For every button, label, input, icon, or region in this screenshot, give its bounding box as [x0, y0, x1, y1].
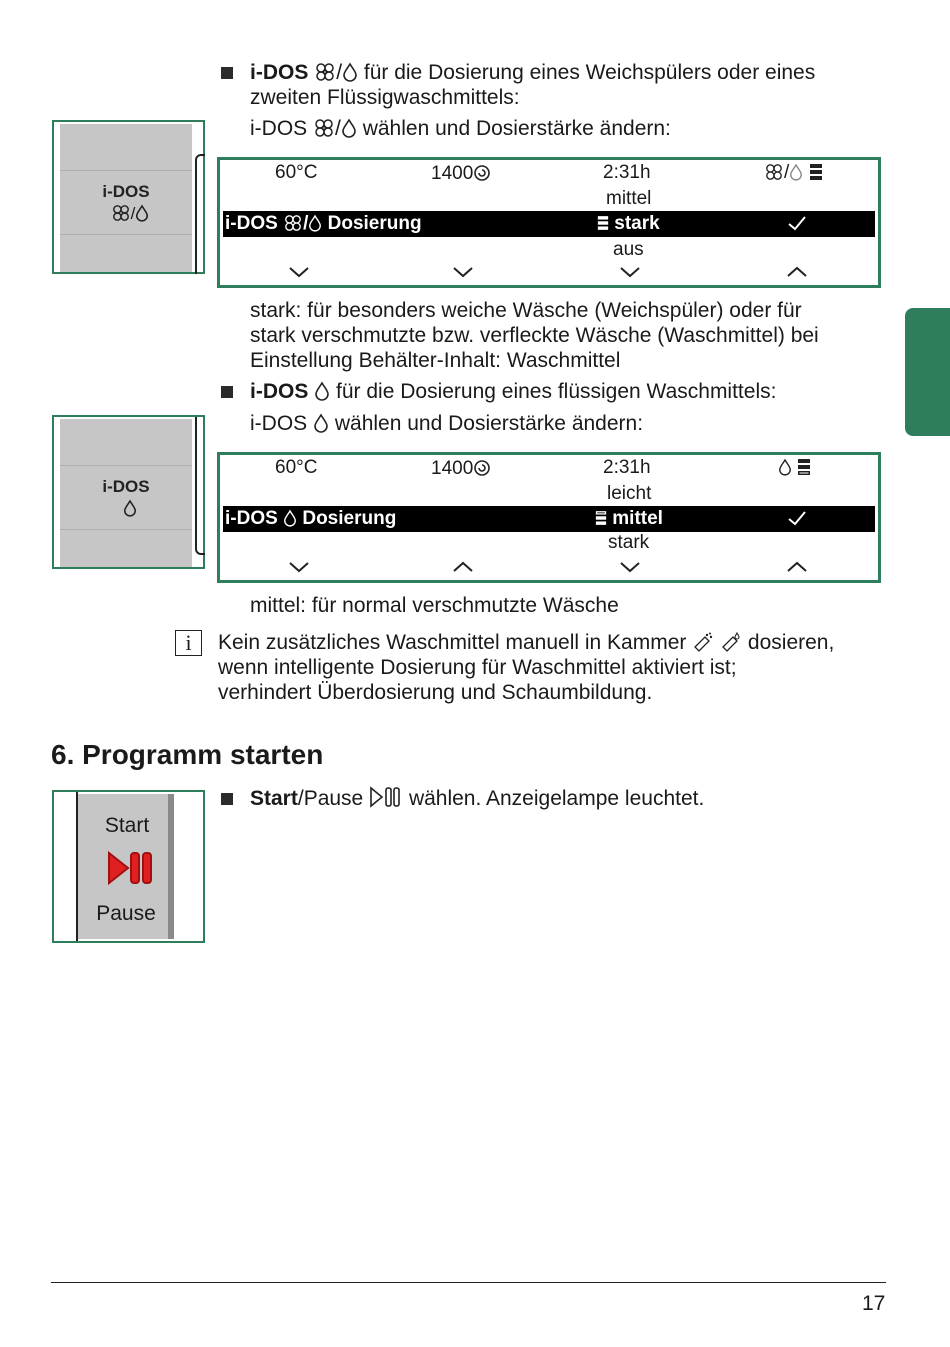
drop-icon: [314, 381, 330, 401]
section1-desc2: stark verschmutzte bzw. verfleckte Wäsche (Waschmittel) bei: [250, 324, 819, 347]
drop-icon: [283, 509, 297, 527]
start-pause-button[interactable]: [78, 794, 168, 939]
section2-line2: [250, 411, 643, 436]
section-title: 6. Programm starten: [51, 739, 324, 770]
idos-text: i-DOS: [250, 412, 308, 435]
section1-desc3: Einstellung Behälter-Inhalt: Waschmittel: [250, 349, 621, 372]
remaining-time: 2:31h: [603, 457, 651, 478]
start-label: Start: [104, 814, 150, 837]
option-above: leicht: [607, 483, 652, 504]
softener-flower-icon: [111, 204, 131, 222]
pause-label: Pause: [96, 902, 156, 925]
bullet: [221, 793, 233, 805]
detergent-chamber-icon: [692, 632, 714, 652]
dosage-level-icon: [597, 214, 609, 232]
start-pause-button-panel: [52, 790, 205, 943]
panel-label: i-DOS: [102, 182, 150, 201]
status-icons: /: [764, 162, 823, 184]
drop-icon: [341, 118, 357, 138]
softener-flower-icon: [283, 214, 303, 232]
dosage-level-icon: [809, 163, 823, 181]
detergent-chamber-icon: [720, 632, 742, 652]
bar-value: mittel: [595, 507, 663, 531]
drop-icon: [313, 413, 329, 433]
remaining-time: 2:31h: [603, 162, 651, 183]
section1-line1: i-DOS / für die Dosierung eines Weichspülers oder eines: [250, 61, 816, 84]
chevron-down-icon[interactable]: [452, 266, 474, 278]
start-bold: Start: [250, 787, 298, 810]
drop-icon: [342, 62, 358, 82]
info-line3: verhindert Überdosierung und Schaumbildung.: [218, 681, 653, 704]
chevron-up-icon[interactable]: [786, 266, 808, 278]
section2-desc1: mittel: für normal verschmutzte Wäsche: [250, 594, 619, 617]
bullet: [221, 67, 233, 79]
drop-icon: [778, 458, 792, 476]
chevron-up-icon[interactable]: [786, 561, 808, 573]
section1-desc1: stark: für besonders weiche Wäsche (Weichspüler) oder für: [250, 299, 802, 322]
selected-row[interactable]: [223, 211, 875, 237]
chevron-down-icon[interactable]: [619, 561, 641, 573]
bar-label: i-DOS / Dosierung: [225, 213, 422, 234]
idos-text: i-DOS: [250, 117, 308, 140]
idos-label: i-DOS: [250, 61, 309, 84]
temperature: 60°C: [275, 162, 318, 183]
section2-line2-text: wählen und Dosierstärke ändern:: [334, 412, 644, 435]
drop-icon: [135, 204, 149, 222]
option-below: aus: [613, 239, 644, 260]
button-face[interactable]: i-DOS /: [60, 124, 192, 272]
spin-speed: 1400: [431, 163, 491, 185]
selected-row[interactable]: [223, 506, 875, 532]
chevron-down-icon[interactable]: [288, 561, 310, 573]
section1-line3: i-DOS / wählen und Dosierstärke ändern:: [250, 117, 671, 140]
display-softener: [217, 157, 881, 288]
dosage-level-icon: [797, 458, 811, 476]
chevron-down-icon[interactable]: [619, 266, 641, 278]
idos-label: i-DOS: [250, 380, 309, 403]
bar-label: i-DOS Dosierung: [225, 508, 397, 529]
softener-flower-icon: [314, 62, 336, 82]
spin-icon: [473, 459, 491, 477]
info-line1: Kein zusätzliches Waschmittel manuell in Kammer dosieren,: [218, 631, 835, 654]
option-below: stark: [608, 532, 650, 553]
info-icon: i: [175, 630, 202, 656]
info-line2: wenn intelligente Dosierung für Waschmittel aktiviert ist;: [218, 656, 737, 679]
section1-line2: zweiten Flüssigwaschmittels:: [250, 86, 520, 109]
idos-softener-button-panel: [52, 120, 205, 274]
checkmark-icon: [787, 212, 807, 236]
idos-detergent-button-panel: [52, 415, 205, 569]
spin-speed: 1400: [431, 458, 491, 480]
section3-line1: Start/Pause wählen. Anzeigelampe leuchtet.: [250, 787, 705, 810]
softener-flower-icon: [313, 118, 335, 138]
softener-flower-icon: [764, 163, 784, 181]
button-face[interactable]: [60, 419, 192, 567]
page-number: 17: [862, 1292, 886, 1315]
chapter-tab: [905, 308, 950, 436]
dosage-level-icon: [595, 509, 607, 527]
option-above: mittel: [606, 188, 652, 209]
checkmark-icon: [787, 507, 807, 531]
chevron-up-icon[interactable]: [452, 561, 474, 573]
section1-line3-text: wählen und Dosierstärke ändern:: [362, 117, 671, 140]
section1-line1-text: für die Dosierung eines Weichspülers oder eines: [363, 61, 816, 84]
bar-value: stark: [597, 212, 660, 236]
display-detergent: [217, 452, 881, 583]
drop-icon: [123, 499, 137, 517]
start-pause-icon: [369, 786, 403, 808]
footer-rule: [51, 1282, 886, 1283]
section2-line1-text: für die Dosierung eines flüssigen Waschmittels:: [336, 380, 777, 403]
drop-icon: [789, 163, 803, 181]
start-pause-icon: [106, 850, 156, 886]
temperature: 60°C: [275, 457, 318, 478]
drop-icon: [308, 214, 322, 232]
spin-icon: [473, 164, 491, 182]
section2-line1: [250, 379, 776, 404]
panel-label: i-DOS: [102, 477, 150, 496]
chevron-down-icon[interactable]: [288, 266, 310, 278]
status-icons: [778, 457, 811, 479]
bullet: [221, 386, 233, 398]
